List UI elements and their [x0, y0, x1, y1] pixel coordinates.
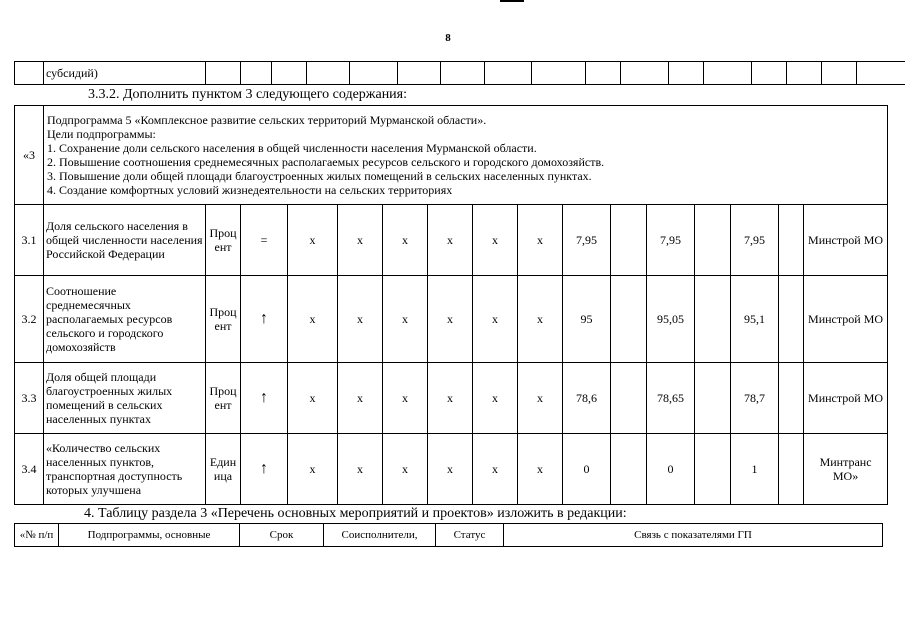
empty-cell — [611, 363, 647, 434]
indicator-name: Доля общей площади благоустроенных жилых помещений в сельских населенных пунктах — [44, 363, 206, 434]
empty-cell — [779, 205, 804, 276]
subprogram-line: 1. Сохранение доли сельского населения в общей численности населения Мурманской области. — [47, 141, 537, 155]
col-header: Соисполнители, — [324, 524, 436, 547]
responsible: Минстрой МО — [804, 363, 888, 434]
value-1: 0 — [563, 434, 611, 505]
col-header: Статус — [436, 524, 504, 547]
responsible: Минтранс МО» — [804, 434, 888, 505]
value-3: 7,95 — [731, 205, 779, 276]
unit: Един ица — [206, 434, 241, 505]
trend: ↑ — [241, 434, 288, 505]
cell-x: x — [428, 434, 473, 505]
col-header: Связь с показателями ГП — [504, 524, 883, 547]
responsible: Минстрой МО — [804, 276, 888, 363]
page-number: 8 — [445, 32, 451, 44]
cell-x: x — [338, 205, 383, 276]
unit: Проц ент — [206, 276, 241, 363]
trend: ↑ — [241, 363, 288, 434]
indicator-name: «Количество сельских населенных пунктов, транспортная доступность которых улучшена — [44, 434, 206, 505]
table-row — [15, 276, 888, 363]
table-header-row — [15, 524, 883, 547]
indicator-name: Соотношение среднемесячных располагаемых ресурсов сельского и городского домохозяйств — [44, 276, 206, 363]
empty-cell — [779, 363, 804, 434]
col-header: Подпрограммы, основные — [59, 524, 240, 547]
trend: ↑ — [241, 276, 288, 363]
empty-cell — [611, 205, 647, 276]
cell-x: x — [518, 434, 563, 505]
value-3: 1 — [731, 434, 779, 505]
trend: = — [241, 205, 288, 276]
cell-x: x — [383, 276, 428, 363]
cell-x: x — [428, 205, 473, 276]
cell-x: x — [473, 434, 518, 505]
section-heading-4: 4. Таблицу раздела 3 «Перечень основных мероприятий и проектов» изложить в редакции: — [84, 506, 627, 521]
subprogram-line: 4. Создание комфортных условий жизнедеятельности на сельских территориях — [47, 183, 453, 197]
indicator-name: Доля сельского населения в общей численности населения Российской Федерации — [44, 205, 206, 276]
cell-x: x — [288, 434, 338, 505]
empty-cell — [779, 434, 804, 505]
indicators-table — [14, 105, 888, 505]
cell-x: x — [288, 363, 338, 434]
value-3: 78,7 — [731, 363, 779, 434]
empty-cell — [695, 205, 731, 276]
value-2: 78,65 — [647, 363, 695, 434]
subprogram-description — [44, 106, 888, 205]
cell-x: x — [518, 363, 563, 434]
cell-x: x — [338, 434, 383, 505]
prev-row-text: субсидий) — [44, 62, 206, 85]
subprogram-line: Цели подпрограммы: — [47, 127, 156, 141]
prev-table — [14, 61, 905, 85]
responsible: Минстрой МО — [804, 205, 888, 276]
row-num: 3.4 — [15, 434, 44, 505]
cell-x: x — [383, 205, 428, 276]
cell-x: x — [338, 363, 383, 434]
cell-x: x — [288, 205, 338, 276]
empty-cell — [695, 434, 731, 505]
measures-table — [14, 523, 883, 547]
cell-x: x — [338, 276, 383, 363]
subprogram-line: 3. Повышение доли общей площади благоустроенных жилых помещений в сельских населенных пунктах. — [47, 169, 592, 183]
table-row — [15, 434, 888, 505]
section-heading-3-3-2: 3.3.2. Дополнить пунктом 3 следующего содержания: — [88, 87, 408, 102]
value-1: 78,6 — [563, 363, 611, 434]
cell-x: x — [473, 363, 518, 434]
value-1: 7,95 — [563, 205, 611, 276]
value-1: 95 — [563, 276, 611, 363]
cell-x: x — [428, 276, 473, 363]
empty-cell — [779, 276, 804, 363]
unit: Проц ент — [206, 363, 241, 434]
row-num: 3.1 — [15, 205, 44, 276]
subprogram-line: 2. Повышение соотношения среднемесячных располагаемых ресурсов сельского и городского домохозяйств. — [47, 155, 605, 169]
value-3: 95,1 — [731, 276, 779, 363]
subprogram-row — [15, 106, 888, 205]
empty-cell — [611, 276, 647, 363]
row-num: 3.3 — [15, 363, 44, 434]
value-2: 7,95 — [647, 205, 695, 276]
empty-cell — [695, 363, 731, 434]
empty-cell — [611, 434, 647, 505]
table-row — [15, 363, 888, 434]
cell-x: x — [473, 276, 518, 363]
subprogram-line: Подпрограмма 5 «Комплексное развитие сельских территорий Мурманской области». — [47, 113, 487, 127]
cell-x: x — [383, 363, 428, 434]
cell-x: x — [518, 276, 563, 363]
unit: Проц ент — [206, 205, 241, 276]
row-num: 3.2 — [15, 276, 44, 363]
value-2: 95,05 — [647, 276, 695, 363]
col-header: Срок — [240, 524, 324, 547]
table-row — [15, 62, 905, 85]
cell-x: x — [473, 205, 518, 276]
table-row — [15, 205, 888, 276]
subprogram-num: «3 — [15, 106, 44, 205]
col-header: «№ п/п — [15, 524, 59, 547]
cell-x: x — [518, 205, 563, 276]
top-mark — [500, 0, 524, 2]
cell-x: x — [383, 434, 428, 505]
cell-x: x — [428, 363, 473, 434]
cell-x: x — [288, 276, 338, 363]
value-2: 0 — [647, 434, 695, 505]
empty-cell — [695, 276, 731, 363]
